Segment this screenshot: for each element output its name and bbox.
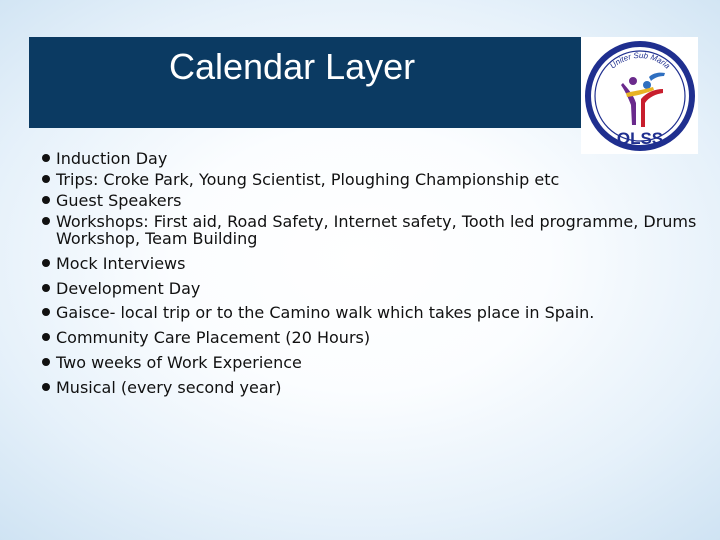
school-crest-icon [581, 37, 698, 154]
list-item: Induction Day [38, 150, 698, 167]
list-item: Two weeks of Work Experience [38, 354, 698, 371]
list-item: Mock Interviews [38, 255, 698, 272]
list-item: Gaisce- local trip or to the Camino walk which takes place in Spain. [38, 304, 698, 321]
title-bar [29, 37, 583, 128]
bullet-icon [42, 284, 50, 292]
school-logo [581, 37, 698, 154]
bullet-icon [42, 217, 50, 225]
bullet-icon [42, 175, 50, 183]
bullet-icon [42, 333, 50, 341]
list-item: Community Care Placement (20 Hours) [38, 329, 698, 346]
bullet-icon [42, 196, 50, 204]
bullet-icon [42, 308, 50, 316]
logo-initials: OLSS [616, 129, 664, 148]
bullet-icon [42, 154, 50, 162]
list-item: Development Day [38, 280, 698, 297]
list-item: Musical (every second year) [38, 379, 698, 396]
bullet-icon [42, 383, 50, 391]
logo-motto: Uniter Sub Maria [608, 50, 672, 71]
bullet-icon [42, 259, 50, 267]
list-item: Guest Speakers [38, 192, 698, 209]
slide-title: Calendar Layer [169, 46, 416, 87]
bullet-icon [42, 358, 50, 366]
list-item: Workshops: First aid, Road Safety, Internet safety, Tooth led programme, Drums Workshop, Team Building [38, 213, 698, 247]
list-item: Trips: Croke Park, Young Scientist, Ploughing Championship etc [38, 171, 698, 188]
bullet-list [38, 150, 698, 404]
